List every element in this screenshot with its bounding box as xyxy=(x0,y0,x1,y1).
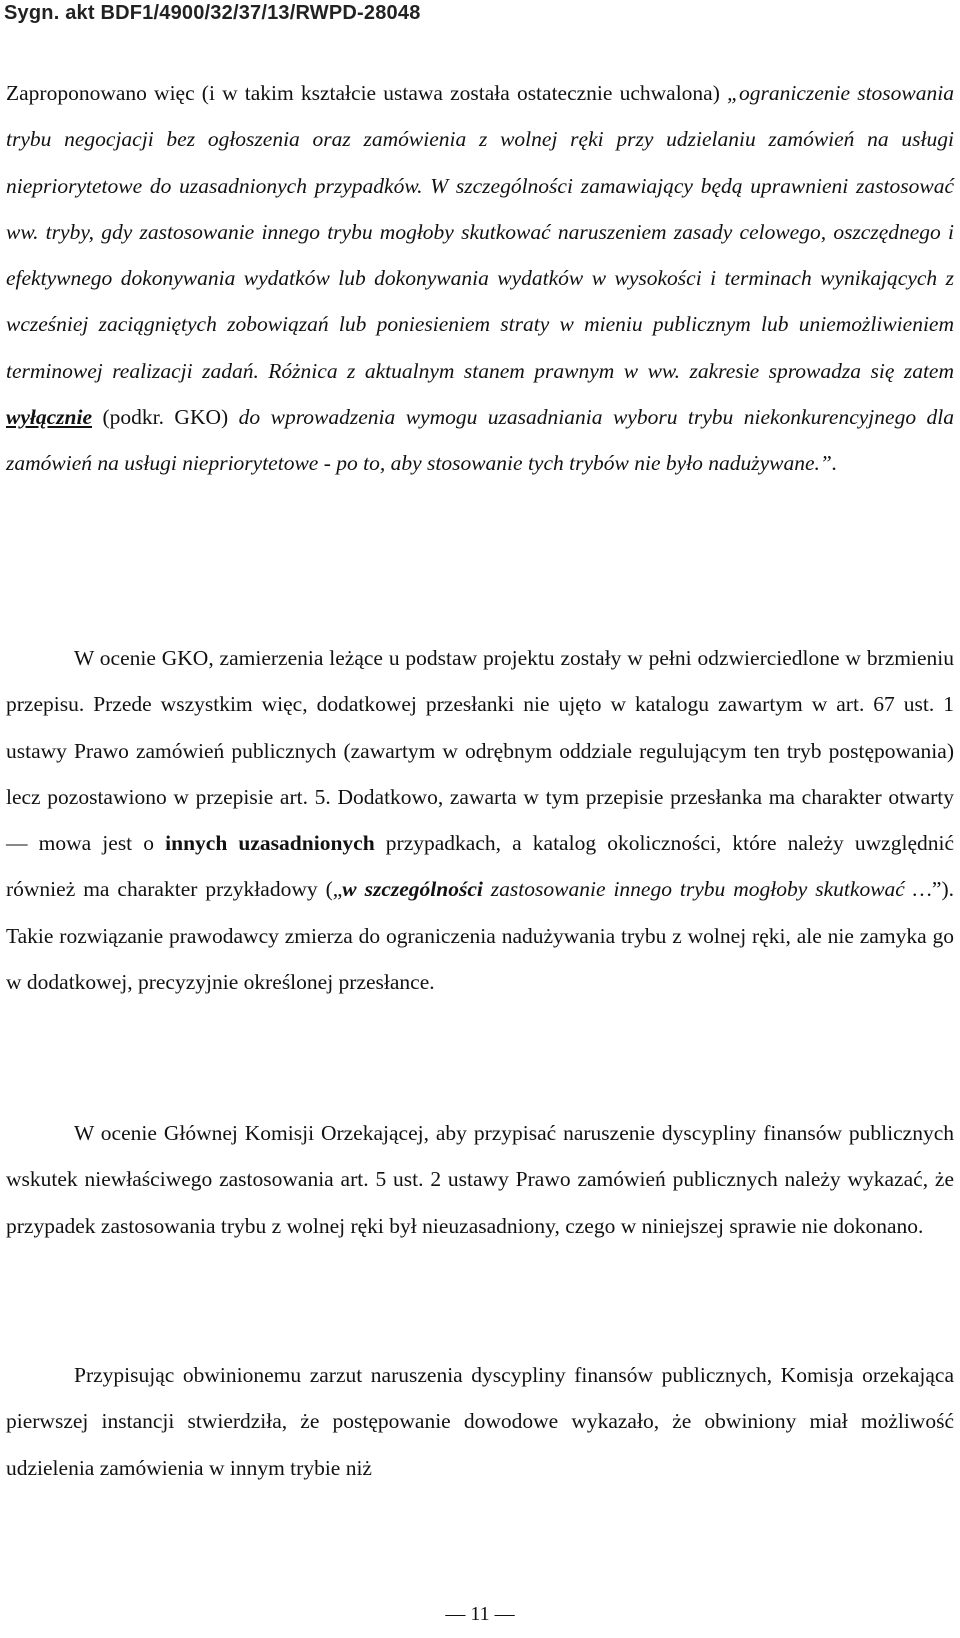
emphasized-word: wyłącznie xyxy=(6,405,92,430)
text-run: (podkr. GKO) xyxy=(92,405,239,430)
bold-phrase: innych uzasadnionych xyxy=(165,831,375,856)
paragraph-charge: Przypisując obwinionemu zarzut naruszenia dyscypliny finansów publicznych, Komisja orzekająca pierwszej instancji stwierdziła, że postępowanie dowodowe wykazało, że obwiniony miał możliwość udzielenia zamówienia w innym trybie niż xyxy=(6,1363,954,1480)
bold-italic-phrase: w szczególności xyxy=(342,877,483,902)
text-run: przypadkach, a katalog okoliczności, które należy uwzględnić również ma charakter przykładowy („ xyxy=(6,831,954,902)
page-number: — 11 — xyxy=(445,1603,515,1625)
italic-quote-run: „ograniczenie stosowania trybu negocjacji bez ogłoszenia oraz zamówienia z wolnej ręki przy udzielaniu zamówień na usługi niepriorytetowe do uzasadnionych przypadków. W szczególności zamawiający będą uprawnieni zastosować ww. tryby, gdy zastosowanie innego trybu mogłoby skutkować naruszeniem zasady celowego, oszczędnego i efektywnego dokonywania wydatków lub dokonywania wydatków w wysokości i terminach wynikających z wcześniej zaciągniętych zobowiązań lub poniesieniem straty w mieniu publicznym lub uniemożliwieniem terminowej realizacji zadań. Różnica z aktualnym stanem prawnym w ww. zakresie sprowadza się zatem xyxy=(6,81,954,383)
text-run: ”). Takie rozwiązanie prawodawcy zmierza do ograniczenia nadużywania trybu z wolnej ręki, ale nie zamyka go w dodatkowej, precyzyjnie określonej przesłance. xyxy=(6,877,954,995)
italic-run: zastosowanie innego trybu mogłoby skutkować … xyxy=(482,877,932,902)
paragraph-gko-assessment xyxy=(6,635,954,1005)
paragraph-quote xyxy=(6,70,954,487)
italic-quote-run: do wprowadzenia wymogu uzasadniania wyboru trybu niekonkurencyjnego dla zamówień na usługi niepriorytetowe - po to, aby stosowanie tych trybów nie było nadużywane.”. xyxy=(6,405,955,476)
text-run: Zaproponowano więc (i w takim kształcie ustawa została ostatecznie uchwalona) xyxy=(6,81,728,105)
text-run: W ocenie GKO, zamierzenia leżące u podstaw projektu zostały w pełni odzwierciedlone w brzmieniu przepisu. Przede wszystkim więc, dodatkowej przesłanki nie ujęto w katalogu zawartym w art. 67 ust. 1 ustawy Prawo zamówień publicznych (zawartym w odrębnym oddziale regulującym ten tryb postępowania) lecz pozostawiono w przepisie art. 5. Dodatkowo, zawarta w tym przepisie przesłanka ma charakter otwarty — mowa jest o xyxy=(6,646,954,856)
paragraph-commission-opinion: W ocenie Głównej Komisji Orzekającej, aby przypisać naruszenie dyscypliny finansów publicznych wskutek niewłaściwego zastosowania art. 5 ust. 2 ustawy Prawo zamówień publicznych należy wykazać, że przypadek zastosowania trybu z wolnej ręki był nieuzasadniony, czego w niniejszej sprawie nie dokonano. xyxy=(6,1121,954,1238)
case-signature: Sygn. akt BDF1/4900/32/37/13/RWPD-28048 xyxy=(4,2,421,24)
